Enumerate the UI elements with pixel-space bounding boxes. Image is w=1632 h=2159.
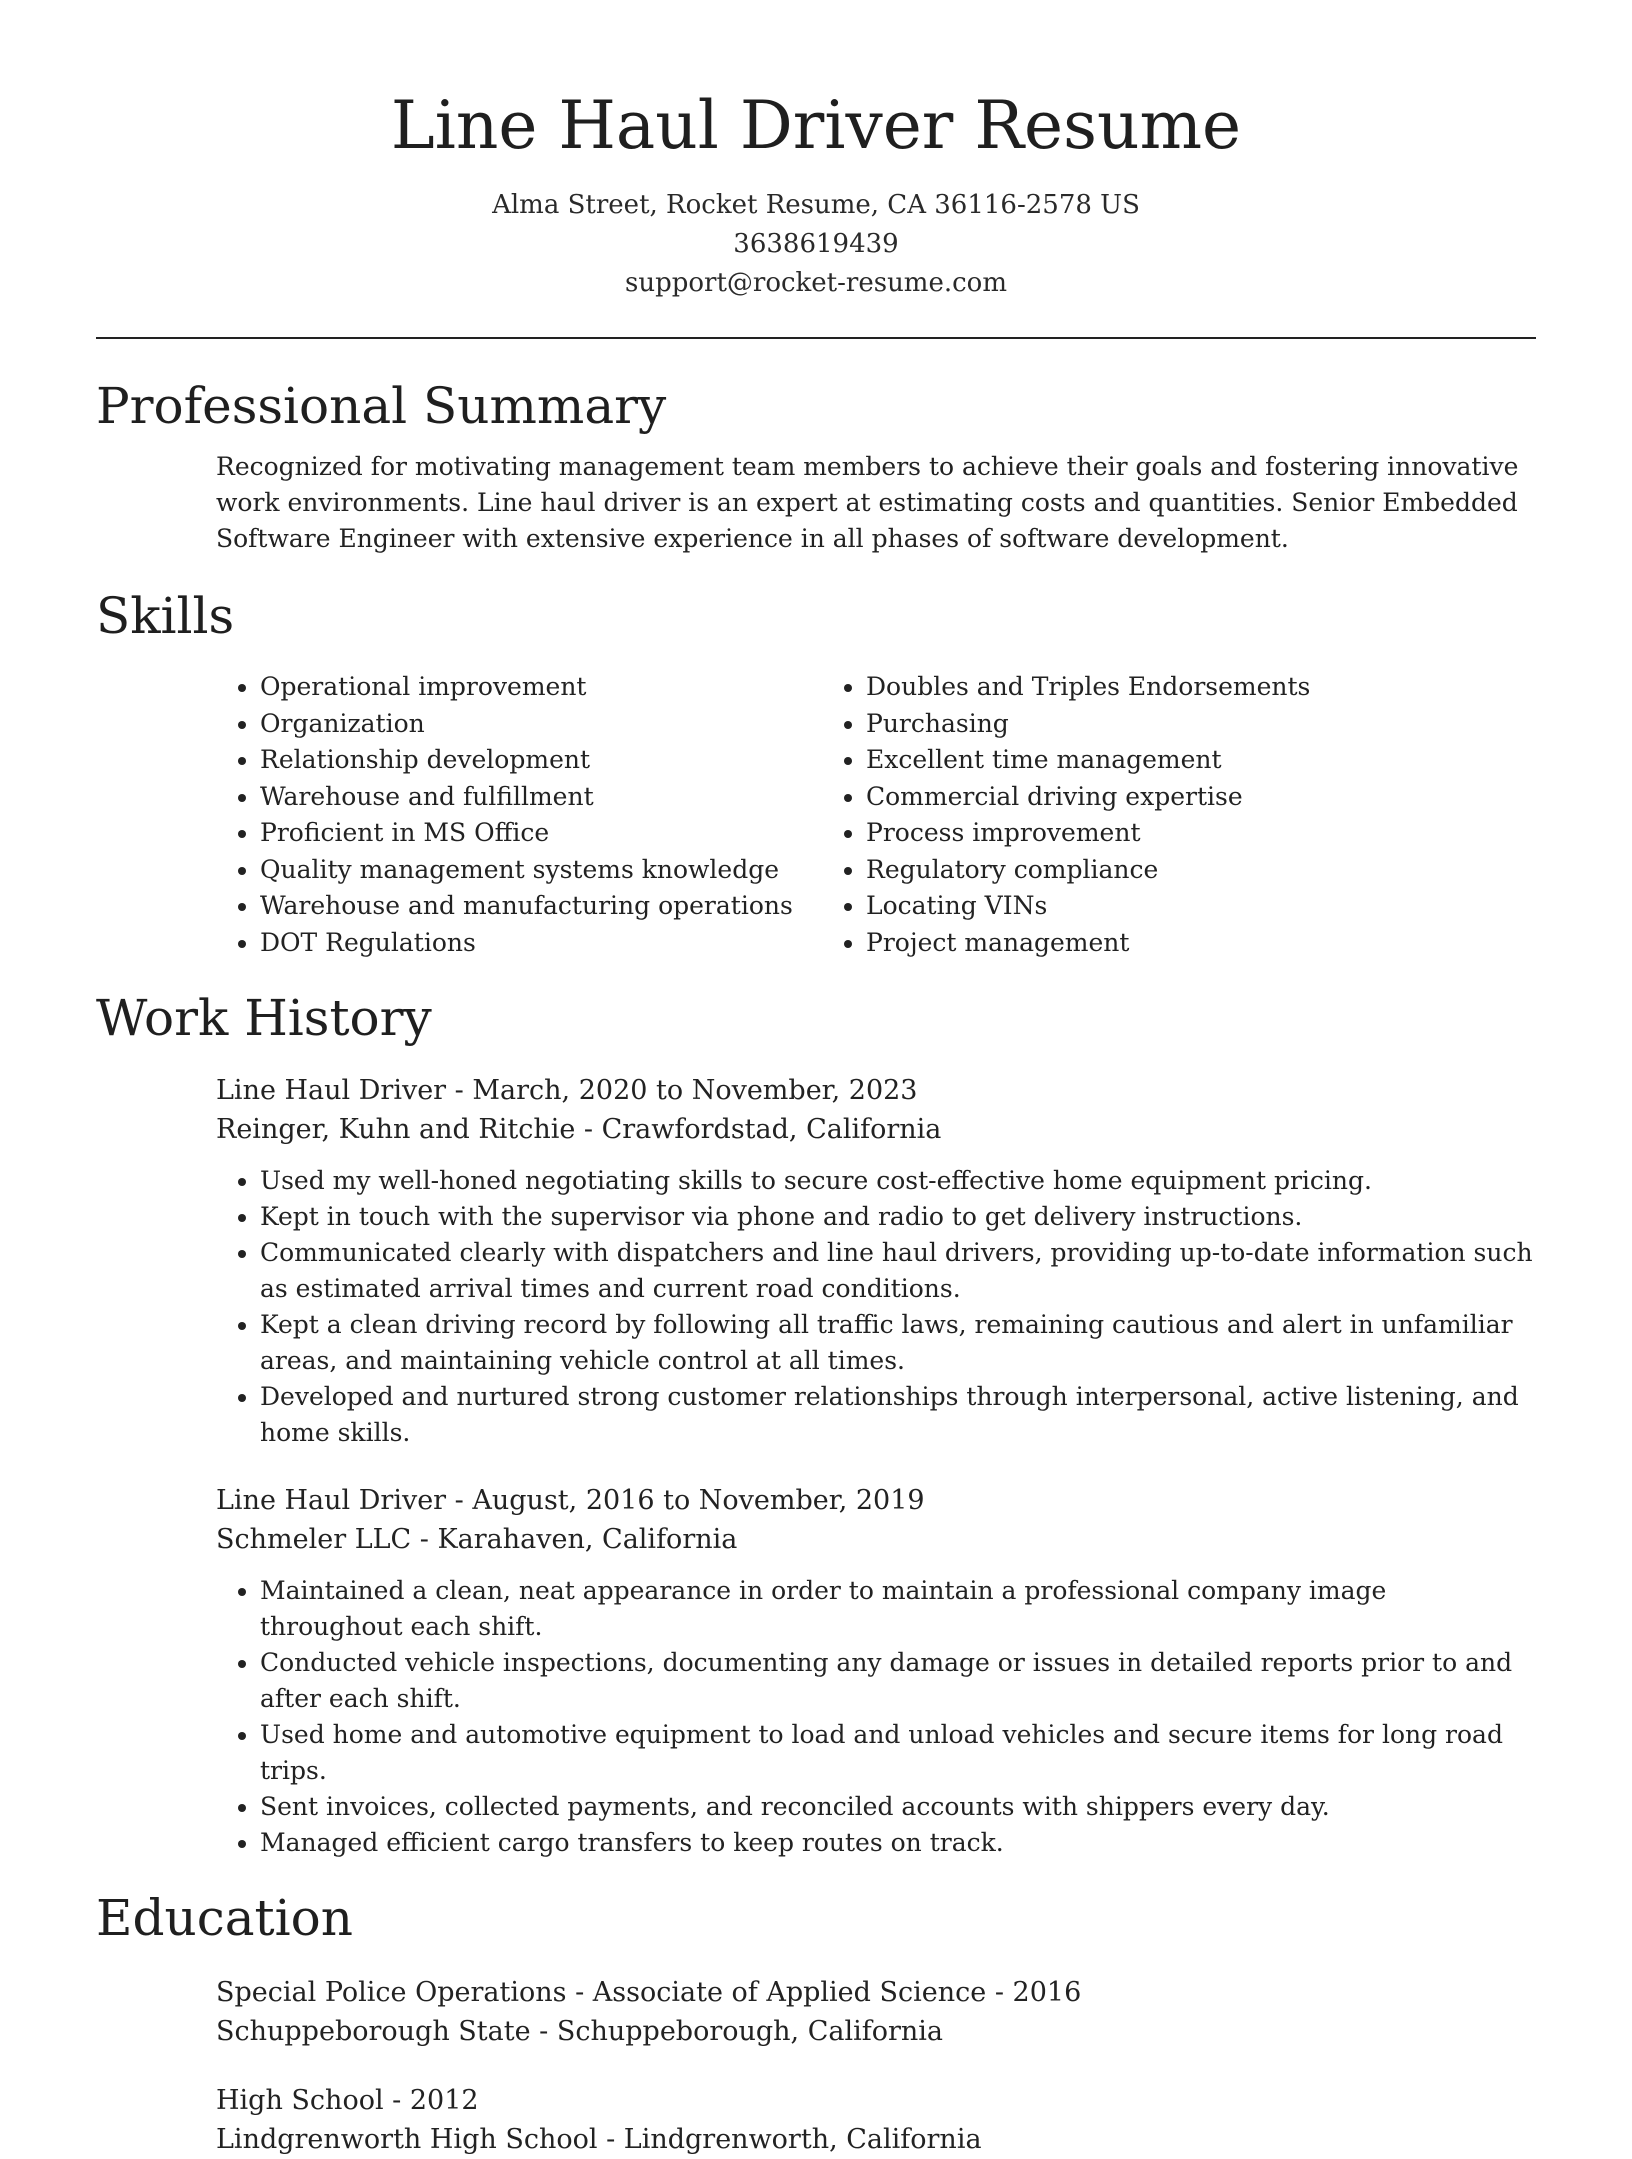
skill-item: • Regulatory compliance: [866, 852, 1310, 889]
job-company-location: Schmeler LLC - Karahaven, California: [216, 1524, 738, 1555]
skill-item: • Warehouse and manufacturing operations: [260, 888, 822, 925]
education-entry: [216, 2081, 1536, 2159]
job-bullets: [216, 1573, 1536, 1861]
skill-item: • Excellent time management: [866, 742, 1310, 779]
contact-block: [96, 186, 1536, 303]
skills-list-left: [216, 669, 822, 961]
job-bullet: • Conducted vehicle inspections, documenting any damage or issues in detailed reports prior to and after each shift.: [260, 1645, 1536, 1717]
job-bullet: • Maintained a clean, neat appearance in order to maintain a professional company image throughout each shift.: [260, 1573, 1536, 1645]
job-title-dates: Line Haul Driver - August, 2016 to November, 2019: [216, 1485, 925, 1516]
work-history-heading: Work History: [96, 989, 432, 1047]
contact-phone: 3638619439: [733, 229, 899, 259]
skill-item: • Relationship development: [260, 742, 822, 779]
job-company-location: Reinger, Kuhn and Ritchie - Crawfordstad, California: [216, 1114, 942, 1145]
skill-item: • DOT Regulations: [260, 925, 822, 962]
job-bullet: • Used my well-honed negotiating skills to secure cost-effective home equipment pricing.: [260, 1163, 1536, 1199]
job-title-dates: Line Haul Driver - March, 2020 to November, 2023: [216, 1075, 918, 1106]
work-history-section: [96, 985, 1536, 1861]
skill-item: • Locating VINs: [866, 888, 1310, 925]
job-bullets: [216, 1163, 1536, 1451]
skill-item: • Purchasing: [866, 706, 1310, 743]
job-bullet: • Used home and automotive equipment to load and unload vehicles and secure items for long road trips.: [260, 1717, 1536, 1789]
job-entry: [216, 1481, 1536, 1861]
summary-text: Recognized for motivating management team members to achieve their goals and fostering innovative work environments. Line haul driver is an expert at estimating costs and quantities. Senior Embedded Software Engineer with extensive experience in all phases of software development.: [216, 452, 1519, 553]
job-bullet: • Kept in touch with the supervisor via phone and radio to get delivery instructions.: [260, 1199, 1536, 1235]
skill-item: • Project management: [866, 925, 1310, 962]
education-degree: Special Police Operations - Associate of Applied Science - 2016: [216, 1977, 1082, 2008]
education-degree: High School - 2012: [216, 2085, 479, 2116]
skill-item: • Commercial driving expertise: [866, 779, 1310, 816]
education-section: [96, 1885, 1536, 2159]
skill-item: • Doubles and Triples Endorsements: [866, 669, 1310, 706]
skill-item: • Quality management systems knowledge: [260, 852, 822, 889]
skills-section: [96, 583, 1536, 961]
job-entry: [216, 1071, 1536, 1451]
header-divider: [96, 337, 1536, 339]
skill-item: • Proficient in MS Office: [260, 815, 822, 852]
job-bullet: • Developed and nurtured strong customer relationships through interpersonal, active listening, and home skills.: [260, 1379, 1536, 1451]
skills-list-right: [822, 669, 1310, 961]
skill-item: • Organization: [260, 706, 822, 743]
skill-item: • Process improvement: [866, 815, 1310, 852]
summary-heading: Professional Summary: [96, 377, 667, 435]
job-bullet: • Kept a clean driving record by following all traffic laws, remaining cautious and alert in unfamiliar areas, and maintaining vehicle control at all times.: [260, 1307, 1536, 1379]
education-school: Lindgrenworth High School - Lindgrenworth, California: [216, 2124, 982, 2155]
job-bullet: • Communicated clearly with dispatchers and line haul drivers, providing up-to-date information such as estimated arrival times and current road conditions.: [260, 1235, 1536, 1307]
contact-address: Alma Street, Rocket Resume, CA 36116-2578 US: [492, 190, 1140, 220]
skill-item: • Warehouse and fulfillment: [260, 779, 822, 816]
resume-title: Line Haul Driver Resume: [390, 87, 1242, 164]
job-bullet: • Sent invoices, collected payments, and reconciled accounts with shippers every day.: [260, 1789, 1536, 1825]
skills-columns: [216, 669, 1536, 961]
contact-email: support@rocket-resume.com: [624, 268, 1007, 298]
job-bullet: • Managed efficient cargo transfers to keep routes on track.: [260, 1825, 1536, 1861]
education-entry: [216, 1973, 1536, 2051]
education-heading: Education: [96, 1889, 353, 1947]
skills-heading: Skills: [96, 587, 235, 645]
resume-header: [96, 0, 1536, 303]
education-school: Schuppeborough State - Schuppeborough, California: [216, 2016, 944, 2047]
summary-section: [96, 373, 1536, 557]
skill-item: • Operational improvement: [260, 669, 822, 706]
